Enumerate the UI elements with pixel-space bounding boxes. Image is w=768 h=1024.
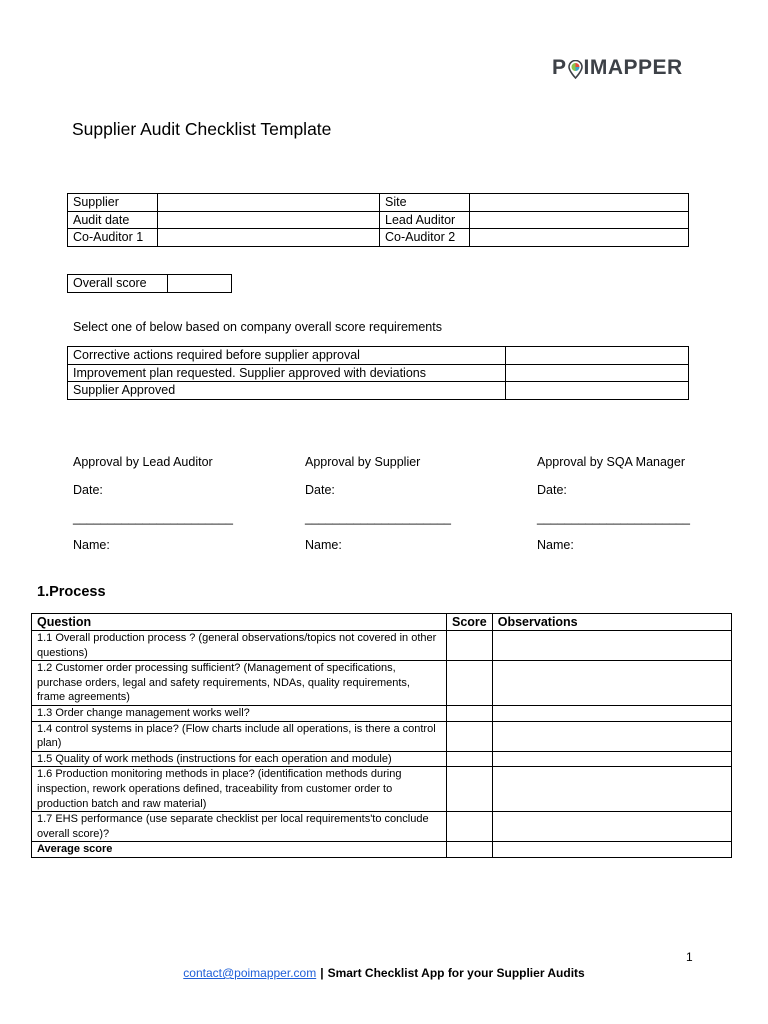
approval-signature-line[interactable]: _____________________ [305, 511, 451, 525]
table-footer-row [32, 842, 732, 858]
co-auditor-2-value[interactable] [470, 229, 689, 247]
poimapper-logo [552, 56, 683, 80]
average-score-label: Average score [32, 842, 447, 858]
observations-cell[interactable] [492, 767, 731, 812]
question-cell: 1.4 control systems in place? (Flow charts include all operations, is there a control plan) [32, 721, 447, 751]
table-row [68, 275, 232, 293]
observations-cell[interactable] [492, 631, 731, 661]
observations-cell[interactable] [492, 751, 731, 767]
page-footer [0, 966, 768, 980]
approval-heading: Approval by Lead Auditor [73, 455, 213, 469]
approval-options-table [67, 346, 689, 400]
score-cell[interactable] [447, 631, 493, 661]
header-score: Score [447, 614, 493, 631]
approval-name-label: Name: [305, 538, 342, 552]
table-row [68, 347, 689, 365]
option-corrective-actions: Corrective actions required before supplier approval [68, 347, 506, 365]
question-cell: 1.3 Order change management works well? [32, 705, 447, 721]
footer-separator: | [320, 966, 324, 980]
page-number: 1 [686, 950, 693, 964]
overall-score-label: Overall score [68, 275, 168, 293]
approval-signature-line[interactable]: _______________________ [73, 511, 233, 525]
approval-heading: Approval by Supplier [305, 455, 421, 469]
option-corrective-actions-checkbox[interactable] [506, 347, 689, 365]
observations-cell[interactable] [492, 661, 731, 706]
logo-text-right: IMAPPER [583, 56, 683, 79]
approval-date-label: Date: [537, 483, 567, 497]
page-title: Supplier Audit Checklist Template [72, 119, 332, 139]
score-cell[interactable] [447, 721, 493, 751]
question-cell: 1.7 EHS performance (use separate checklist per local requirements'to conclude overall score)? [32, 812, 447, 842]
lead-auditor-value[interactable] [470, 211, 689, 229]
approval-name-label: Name: [537, 538, 574, 552]
option-supplier-approved: Supplier Approved [68, 382, 506, 400]
table-row [32, 705, 732, 721]
site-value[interactable] [470, 194, 689, 212]
option-supplier-approved-checkbox[interactable] [506, 382, 689, 400]
approval-date-label: Date: [73, 483, 103, 497]
table-row [32, 661, 732, 706]
lead-auditor-label: Lead Auditor [380, 211, 470, 229]
co-auditor-2-label: Co-Auditor 2 [380, 229, 470, 247]
option-improvement-plan: Improvement plan requested. Supplier approved with deviations [68, 364, 506, 382]
co-auditor-1-label: Co-Auditor 1 [68, 229, 158, 247]
table-row [32, 721, 732, 751]
table-row [68, 229, 689, 247]
table-row [32, 751, 732, 767]
question-cell: 1.5 Quality of work methods (instructions for each operation and module) [32, 751, 447, 767]
supplier-info-table [67, 193, 689, 247]
table-row [68, 211, 689, 229]
average-observations-cell[interactable] [492, 842, 731, 858]
approval-heading: Approval by SQA Manager [537, 455, 685, 469]
approval-signature-line[interactable]: ______________________ [537, 511, 690, 525]
site-label: Site [380, 194, 470, 212]
score-cell[interactable] [447, 812, 493, 842]
co-auditor-1-value[interactable] [158, 229, 380, 247]
table-row [32, 767, 732, 812]
table-header-row [32, 614, 732, 631]
supplier-value[interactable] [158, 194, 380, 212]
table-row [32, 812, 732, 842]
process-table [31, 613, 732, 858]
score-cell[interactable] [447, 767, 493, 812]
supplier-label: Supplier [68, 194, 158, 212]
logo-text-left: P [552, 56, 567, 79]
table-row [68, 382, 689, 400]
observations-cell[interactable] [492, 705, 731, 721]
footer-tagline: Smart Checklist App for your Supplier Audits [327, 966, 585, 980]
observations-cell[interactable] [492, 721, 731, 751]
table-row [32, 631, 732, 661]
section-title: 1.Process [37, 584, 106, 600]
table-row [68, 364, 689, 382]
audit-date-label: Audit date [68, 211, 158, 229]
overall-score-value[interactable] [168, 275, 232, 293]
score-cell[interactable] [447, 661, 493, 706]
observations-cell[interactable] [492, 812, 731, 842]
option-improvement-plan-checkbox[interactable] [506, 364, 689, 382]
map-pin-icon [568, 60, 583, 79]
header-question: Question [32, 614, 447, 631]
contact-email-link[interactable]: contact@poimapper.com [183, 966, 317, 980]
table-row [68, 194, 689, 212]
question-cell: 1.1 Overall production process ? (general observations/topics not covered in other questions) [32, 631, 447, 661]
approval-name-label: Name: [73, 538, 110, 552]
header-observations: Observations [492, 614, 731, 631]
approval-date-label: Date: [305, 483, 335, 497]
select-instruction: Select one of below based on company overall score requirements [73, 320, 442, 334]
score-cell[interactable] [447, 751, 493, 767]
question-cell: 1.2 Customer order processing sufficient? (Management of specifications, purchase orders, legal and safety requirements, NDAs, quality requirements, frame agreements) [32, 661, 447, 706]
overall-score-table [67, 274, 232, 293]
question-cell: 1.6 Production monitoring methods in place? (identification methods during inspection, rework operations defined, traceability from customer order to production batch and raw material) [32, 767, 447, 812]
audit-date-value[interactable] [158, 211, 380, 229]
average-score-value[interactable] [447, 842, 493, 858]
score-cell[interactable] [447, 705, 493, 721]
